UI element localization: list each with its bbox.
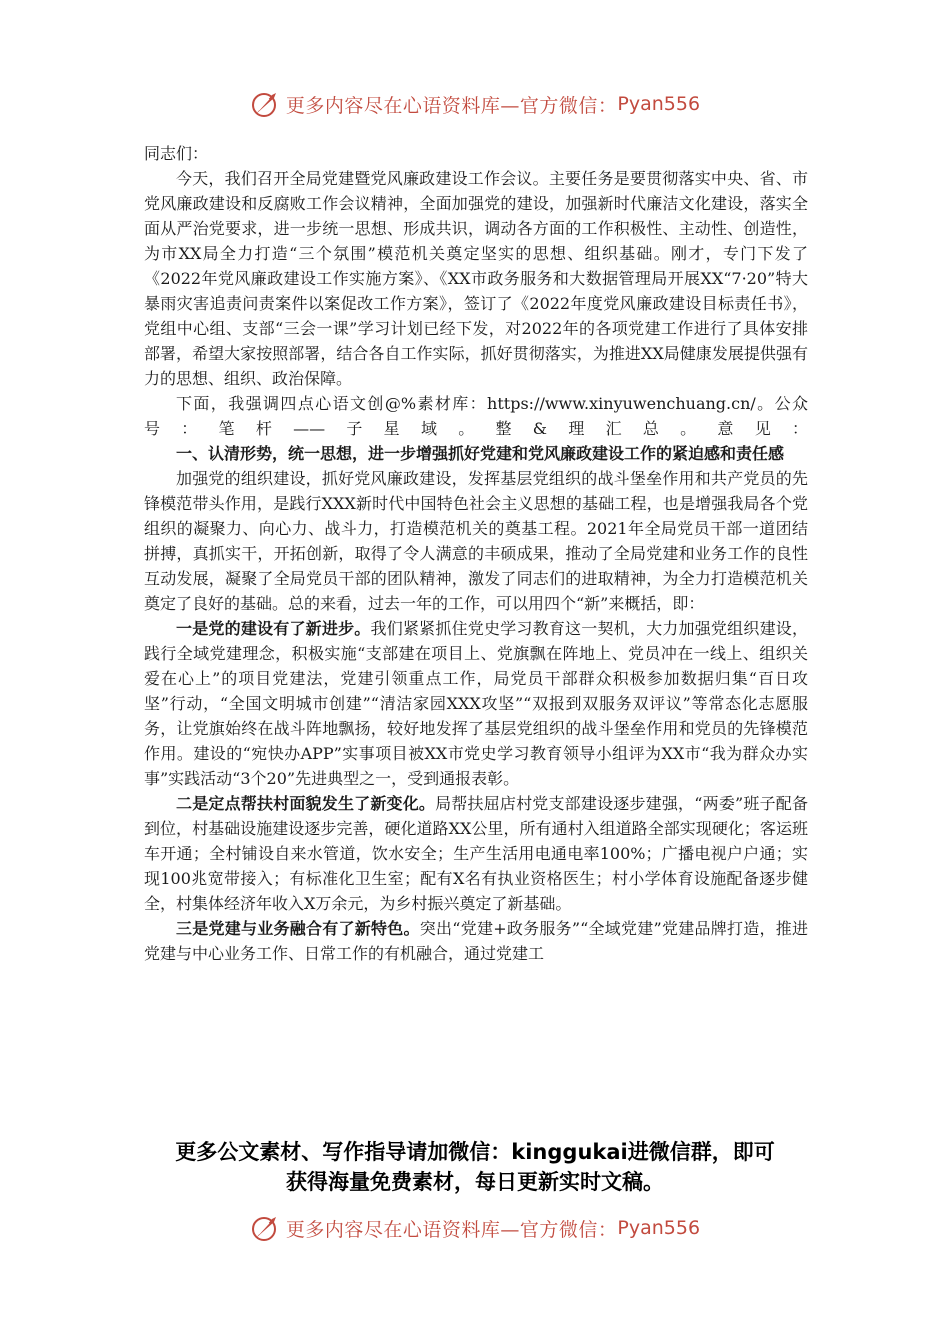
point-1-lead: 一是党的建设有了新进步。 <box>176 619 371 638</box>
point-2-paragraph <box>144 791 808 916</box>
watermark-text: 更多内容尽在心语资料库—官方微信： <box>285 94 618 117</box>
promo-line-2: 获得海量免费素材，每日更新实时文稿。 <box>286 1170 664 1194</box>
point-3-lead: 三是党建与业务融合有了新特色。 <box>176 919 420 938</box>
watermark-text: 更多内容尽在心语资料库—官方微信： <box>285 1218 618 1241</box>
promo-line-1: 更多公文素材、写作指导请加微信：kinggukai进微信群，即可 <box>175 1140 775 1164</box>
section-heading-1: 一、认清形势，统一思想，进一步增强抓好党建和党风廉政建设工作的紧迫感和责任感 <box>176 444 785 463</box>
point-1-paragraph <box>144 616 808 791</box>
intro-paragraph: 今天，我们召开全局党建暨党风廉政建设工作会议。主要任务是要贯彻落实中央、省、市党风廉政建设和反腐败工作会议精神，全面加强党的建设，加强新时代廉洁文化建设，落实全面从严治党要求，进一步统一思想、形成共识，调动各方面的工作积极性、主动性、创造性，为市XX局全力打造“三个氛围”模范机关奠定坚实的思想、组织基础。刚才，专门下发了《2022年党风廉政建设工作实施方案》、《XX市政务服务和大数据管理局开展XX“7·20”特大暴雨灾害追责问责案件以案促改工作方案》，签订了《2022年度党风廉政建设目标责任书》，党组中心组、支部“三会一课”学习计划已经下发，对2022年的各项党建工作进行了具体安排部署，希望大家按照部署，结合各自工作实际，抓好贯彻落实，为推进XX局健康发展提供强有力的思想、组织、政治保障。 <box>144 169 808 388</box>
section-1-paragraph: 加强党的组织建设，抓好党风廉政建设，发挥基层党组织的战斗堡垒作用和共产党员的先锋模范带头作用，是践行XXX新时代中国特色社会主义思想的基础工程，也是增强我局各个党组织的凝聚力、向心力、战斗力，打造模范机关的奠基工程。2021年全局党员干部一道团结拼搏，真抓实干，开拓创新，取得了令人满意的丰硕成果，推动了全局党建和业务工作的良性互动发展，凝聚了全局党员干部的团队精神，激发了同志们的进取精神，为全力打造模范机关奠定了良好的基础。总的来看，过去一年的工作，可以用四个“新”来概括，即： <box>144 469 808 613</box>
point-2-body: 局帮扶屈店村党支部建设逐步建强，“两委”班子配备到位，村基础设施建设逐步完善，硬化道路XX公里，所有通村入组道路全部实现硬化；客运班车开通；全村铺设自来水管道，饮水安全；生产生活用电通电率100%；广播电视户户通；实现100兆宽带接入；有标准化卫生室；配有X名有执业资格医生；村小学体育设施配备逐步健全，村集体经济年收入X万余元，为乡村振兴奠定了新基础。 <box>144 794 808 913</box>
point-3-paragraph <box>144 916 808 966</box>
header-watermark <box>0 86 950 122</box>
watermark-wechat-id: Pyan556 <box>617 1217 701 1239</box>
point-3-body: 突出“党建+政务服务”“全域党建”党建品牌打造，推进党建与中心业务工作、日常工作的有机融合，通过党建工 <box>144 919 808 963</box>
salutation: 同志们： <box>144 144 209 163</box>
point-2-lead: 二是定点帮扶村面貌发生了新变化。 <box>176 794 436 813</box>
footer-watermark <box>0 1210 950 1246</box>
document-body <box>144 141 808 966</box>
promo-notice <box>130 1137 820 1197</box>
quill-logo-icon <box>250 89 280 119</box>
quill-logo-icon <box>250 1213 280 1243</box>
watermark-wechat-id: Pyan556 <box>617 93 701 115</box>
point-1-body: 我们紧紧抓住党史学习教育这一契机，大力加强党组织建设，践行全域党建理念，积极实施“支部建在项目上、党旗飘在阵地上、党员冲在一线上、组织关爱在心上”的项目党建法，党建引领重点工作，局党员干部群众积极参加数据归集“百日攻坚”行动，“全国文明城市创建”“清洁家园XXX攻坚”“双报到双服务双评议”等常态化志愿服务，让党旗始终在战斗阵地飘扬，较好地发挥了基层党组织的战斗堡垒作用和党员的先锋模范作用。建设的“宛快办APP”实事项目被XX市党史学习教育领导小组评为XX市“我为群众办实事”实践活动“3个20”先进典型之一，受到通报表彰。 <box>144 619 808 788</box>
transition-paragraph: 下面，我强调四点心语文创@%素材库：https://www.xinyuwenchuang.cn/。公众号：笔杆——子星域。整&理汇总。意见： <box>144 394 808 438</box>
